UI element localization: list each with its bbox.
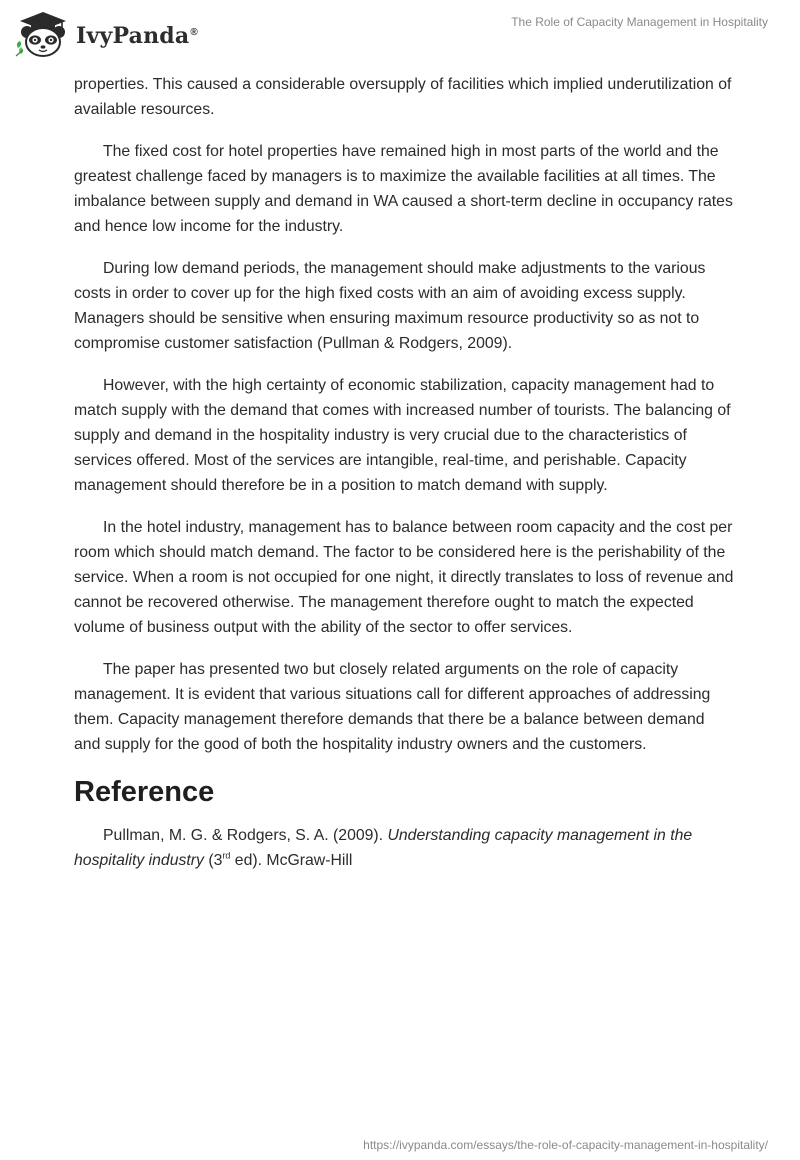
body-paragraph: The paper has presented two but closely related arguments on the role of capacity management. It is evident that various situations call for different approaches of addressing them. Capacity management therefore demands that there be a balance between demand and supply for the good of both the hospitality industry owners and the customers.	[74, 661, 711, 753]
reference-edition-suffix: rd	[222, 850, 231, 861]
brand-name: IvyPanda®	[76, 23, 198, 49]
document-title: The Role of Capacity Management in Hospitality	[511, 15, 768, 29]
reference-heading: Reference	[74, 776, 215, 808]
reference-authors: Pullman, M. G. & Rodgers, S. A. (2009	[103, 827, 374, 844]
body-paragraph: properties. This caused a considerable oversupply of facilities which implied underutilization of available resources.	[74, 76, 732, 118]
body-paragraph: The fixed cost for hotel properties have remained high in most parts of the world and the greatest challenge faced by managers is to maximize the available facilities at all times. The imbalance between supply and demand in WA caused a short-term decline in occupancy rates and hence low income for the industry.	[74, 143, 733, 235]
body-paragraph: During low demand periods, the management should make adjustments to the various costs in order to cover up for the high fixed costs with an aim of avoiding excess supply. Managers should be sensitive when ensuring maximum resource productivity so as not to compromise customer satisfaction (Pullman & Rodgers, 2009).	[74, 260, 706, 352]
page-header	[0, 0, 800, 70]
reference-edition: (3	[203, 852, 223, 869]
source-url[interactable]: https://ivypanda.com/essays/the-role-of-capacity-management-in-hospitality/	[363, 1138, 768, 1152]
panda-graduate-icon	[14, 10, 72, 58]
body-paragraph: In the hotel industry, management has to balance between room capacity and the cost per room which should match demand. The factor to be considered here is the perishability of the service. When a room is not occupied for one night, it directly translates to loss of revenue and cannot be recovered otherwise. The management therefore ought to match the expected volume of business output with the ability of the sector to offer services.	[74, 519, 734, 636]
body-paragraph: However, with the high certainty of economic stabilization, capacity management had to match supply with the demand that comes with increased number of tourists. The balancing of supply and demand in the hospitality industry is very crucial due to the characteristics of services offered. Most of the services are intangible, real-time, and perishable. Capacity management should therefore be in a position to match demand with supply.	[74, 377, 731, 494]
registered-mark: ®	[190, 26, 198, 38]
reference-title: Understanding capacity management in the hospitality industry	[74, 827, 693, 869]
reference-publisher: ed). McGraw-Hill	[230, 852, 353, 869]
essay-body	[74, 72, 734, 873]
reference-punctuation: ).	[373, 827, 388, 844]
ivypanda-logo[interactable]	[14, 10, 198, 58]
reference-entry	[74, 823, 734, 873]
